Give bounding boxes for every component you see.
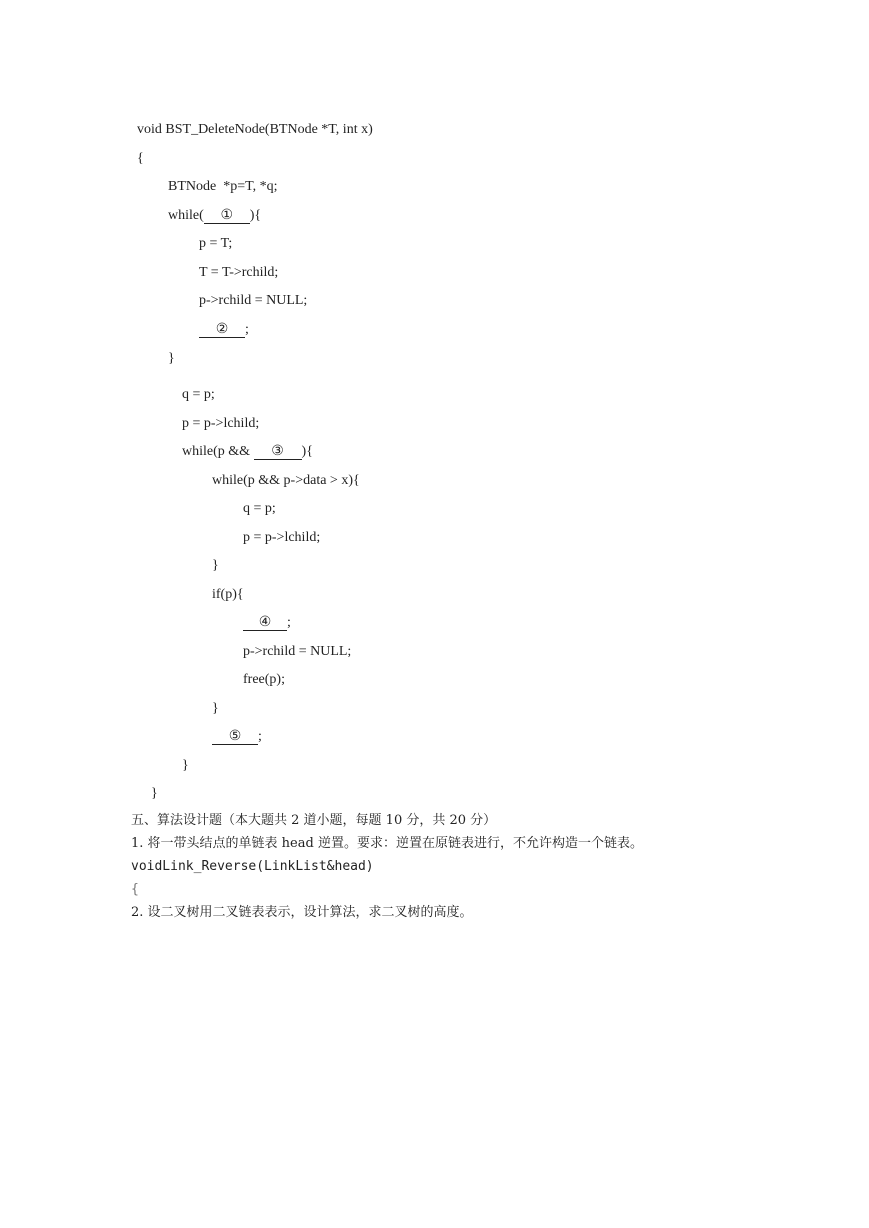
question-1: 1. 将一带头结点的单链表 head 逆置。要求：逆置在原链表进行，不允许构造一个链表。	[131, 836, 643, 851]
while-loop-3: while(p && p->data > x){	[212, 473, 360, 488]
assign-q-p: q = p;	[182, 387, 215, 402]
blank-4	[243, 615, 287, 631]
assign-p-lchild-inner: p = p->lchild;	[243, 530, 321, 545]
while1-suffix: ){	[249, 208, 262, 223]
blank-2-line	[199, 321, 249, 339]
set-rchild-null: p->rchild = NULL;	[199, 293, 308, 308]
set-rchild-null-inner: p->rchild = NULL;	[243, 644, 352, 659]
assign-p-T: p = T;	[199, 236, 233, 251]
free-p: free(p);	[243, 672, 285, 687]
blank-5-label: ⑤	[228, 729, 242, 744]
blank-1	[204, 208, 250, 224]
open-brace: {	[137, 151, 144, 166]
while1-prefix: while(	[168, 208, 204, 223]
close-brace-2: }	[212, 558, 219, 573]
semicolon: ;	[258, 729, 262, 744]
question-2: 2. 设二叉树用二叉链表表示，设计算法，求二叉树的高度。	[131, 905, 473, 920]
while2-prefix: while(p &&	[182, 444, 254, 459]
assign-p-lchild: p = p->lchild;	[182, 416, 260, 431]
close-brace-3: }	[212, 701, 219, 716]
blank-2-label: ②	[215, 322, 229, 337]
semicolon: ;	[245, 322, 249, 337]
blank-2	[199, 322, 245, 338]
blank-5-line	[212, 728, 262, 746]
blank-1-label: ①	[220, 208, 234, 223]
assign-T-rchild: T = T->rchild;	[199, 265, 279, 280]
close-brace-1: }	[168, 351, 175, 366]
while-loop-1	[168, 207, 261, 225]
blank-3-label: ③	[271, 444, 284, 459]
blank-4-line	[243, 614, 291, 632]
blank-3	[254, 444, 302, 460]
function-signature: void BST_DeleteNode(BTNode *T, int x)	[137, 122, 373, 137]
question-1-signature: voidLink_Reverse(LinkList&head)	[131, 859, 374, 874]
assign-q-p-inner: q = p;	[243, 501, 276, 516]
question-1-brace: {	[131, 882, 139, 897]
while-loop-2	[182, 443, 313, 461]
section-heading: 五、算法设计题（本大题共 2 道小题，每题 10 分，共 20 分）	[131, 813, 497, 828]
close-brace-5: }	[151, 786, 158, 801]
while2-suffix: ){	[301, 444, 313, 459]
declaration-line: BTNode *p=T, *q;	[168, 179, 278, 194]
blank-5	[212, 729, 258, 745]
blank-4-label: ④	[258, 615, 272, 630]
close-brace-4: }	[182, 758, 189, 773]
semicolon: ;	[287, 615, 291, 630]
if-statement: if(p){	[212, 587, 244, 602]
